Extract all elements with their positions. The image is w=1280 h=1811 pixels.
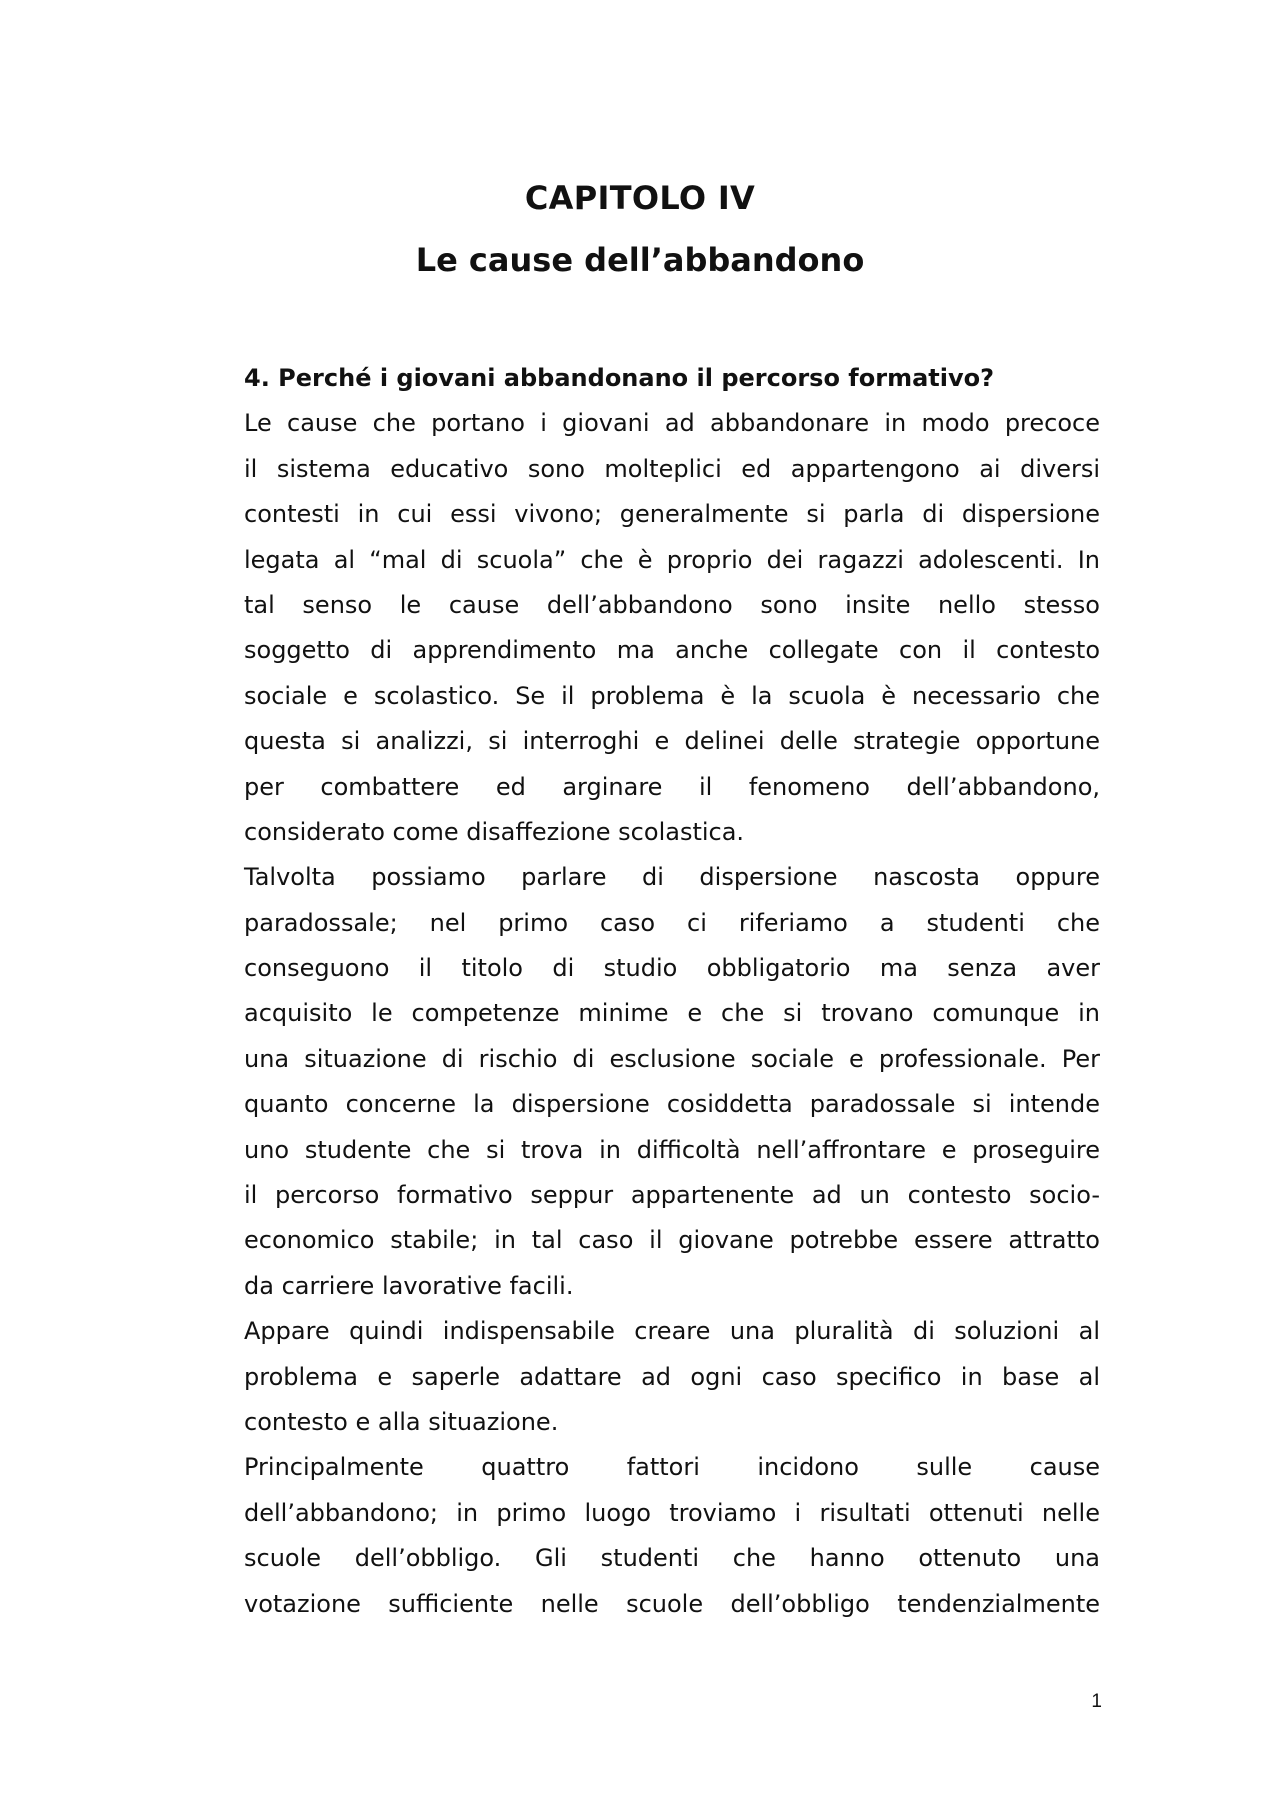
text-line: il sistema educativo sono molteplici ed appartengono ai diversi bbox=[244, 454, 1100, 483]
paragraph bbox=[244, 855, 1100, 1309]
text-line: conseguono il titolo di studio obbligatorio ma senza aver bbox=[244, 954, 1100, 983]
text-line: acquisito le competenze minime e che si trovano comunque in bbox=[244, 999, 1100, 1028]
text-line: soggetto di apprendimento ma anche collegate con il contesto bbox=[244, 636, 1100, 665]
chapter-title: Le cause dell’abbandono bbox=[415, 241, 865, 279]
chapter-number: CAPITOLO IV bbox=[524, 179, 756, 217]
paragraph bbox=[244, 401, 1100, 855]
text-line: paradossale; nel primo caso ci riferiamo a studenti che bbox=[244, 908, 1100, 937]
text-line: legata al “mal di scuola” che è proprio dei ragazzi adolescenti. In bbox=[244, 545, 1100, 574]
paragraph bbox=[244, 1309, 1100, 1445]
text-line: contesto e alla situazione. bbox=[244, 1408, 559, 1436]
section-heading: 4. Perché i giovani abbandonano il percorso formativo? bbox=[244, 364, 995, 392]
text-line: economico stabile; in tal caso il giovane potrebbe essere attratto bbox=[244, 1226, 1100, 1255]
text-line: il percorso formativo seppur appartenente ad un contesto socio- bbox=[244, 1181, 1100, 1210]
text-line: Appare quindi indispensabile creare una pluralità di soluzioni al bbox=[244, 1317, 1100, 1346]
text-line: questa si analizzi, si interroghi e delinei delle strategie opportune bbox=[244, 727, 1100, 756]
text-line: Principalmente quattro fattori incidono sulle cause bbox=[244, 1453, 1100, 1482]
paragraph bbox=[244, 1445, 1100, 1627]
chapter-header bbox=[0, 178, 1280, 280]
text-line: problema e saperle adattare ad ogni caso specifico in base al bbox=[244, 1362, 1100, 1391]
body-text bbox=[244, 356, 1100, 1627]
text-line: considerato come disaffezione scolastica. bbox=[244, 817, 745, 846]
text-line: contesti in cui essi vivono; generalmente si parla di dispersione bbox=[244, 500, 1100, 529]
text-line: tal senso le cause dell’abbandono sono insite nello stesso bbox=[244, 590, 1100, 619]
paragraphs-container bbox=[244, 401, 1100, 1627]
text-line: quanto concerne la dispersione cosiddetta paradossale si intende bbox=[244, 1090, 1100, 1119]
text-line: Talvolta possiamo parlare di dispersione nascosta oppure bbox=[244, 863, 1100, 892]
text-line: votazione sufficiente nelle scuole dell’obbligo tendenzialmente bbox=[244, 1589, 1100, 1618]
page-number: 1 bbox=[1091, 1691, 1102, 1712]
text-line: uno studente che si trova in difficoltà nell’affrontare e proseguire bbox=[244, 1135, 1100, 1164]
text-line: Le cause che portano i giovani ad abbandonare in modo precoce bbox=[244, 409, 1100, 438]
text-line: da carriere lavorative facili. bbox=[244, 1271, 574, 1300]
text-line: dell’abbandono; in primo luogo troviamo i risultati ottenuti nelle bbox=[244, 1498, 1100, 1527]
text-line: scuole dell’obbligo. Gli studenti che hanno ottenuto una bbox=[244, 1544, 1100, 1573]
text-line: una situazione di rischio di esclusione sociale e professionale. Per bbox=[244, 1044, 1100, 1073]
text-line: per combattere ed arginare il fenomeno dell’abbandono, bbox=[244, 772, 1100, 801]
text-line: sociale e scolastico. Se il problema è la scuola è necessario che bbox=[244, 681, 1100, 710]
